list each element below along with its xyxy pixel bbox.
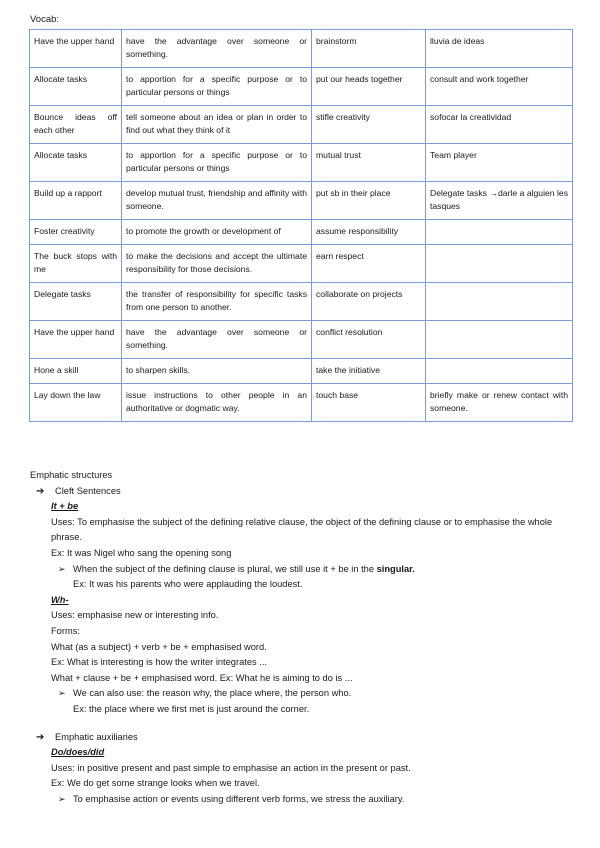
wh-bullet [30, 686, 575, 702]
vocab-translation-cell: consult and work together [426, 68, 573, 106]
aux-uses: Uses: in positive present and past simple to emphasise an action in the present or past. [51, 762, 411, 773]
vocab-term-cell: Delegate tasks [30, 283, 122, 321]
table-row [30, 283, 573, 321]
vocab-definition-cell: tell someone about an idea or plan in order to find out what they think of it [122, 106, 312, 144]
vocab-term-cell: Allocate tasks [30, 68, 122, 106]
aux-bullet-text: To emphasise action or events using different verb forms, we stress the auxiliary. [73, 793, 405, 804]
dodoes-heading: Do/does/did [51, 747, 105, 758]
vocab-term-cell: Have the upper hand [30, 30, 122, 68]
arrow-bullet-icon: ➔ [36, 485, 45, 497]
aux-bullet [30, 792, 575, 808]
cleft-heading: Cleft Sentences [55, 485, 121, 496]
vocab-definition-cell: develop mutual trust, friendship and affinity with someone. [122, 182, 312, 220]
vocab-definition-cell: the transfer of responsibility for specific tasks from one person to another. [122, 283, 312, 321]
vocab-term-cell: touch base [312, 384, 426, 422]
table-row [30, 245, 573, 283]
itbe-uses: Uses: To emphasise the subject of the defining relative clause, the object of the defining clause or to emphasise the whole phrase. [51, 516, 553, 543]
vocab-translation-cell: sofocar la creatividad [426, 106, 573, 144]
vocab-translation-cell: Team player [426, 144, 573, 182]
vocab-term-cell: Foster creativity [30, 220, 122, 245]
vocab-term-cell: assume responsibility [312, 220, 426, 245]
vocab-definition-cell: to make the decisions and accept the ultimate responsibility for those decisions. [122, 245, 312, 283]
itbe-bullet-text: When the subject of the defining clause is plural, we still use it + be in the [73, 563, 377, 574]
dodoes-heading-row [30, 745, 575, 761]
vocab-term-cell: put sb in their place [312, 182, 426, 220]
cleft-sentences-item [30, 484, 575, 500]
aux-heading: Emphatic auxiliaries [55, 731, 138, 742]
table-row [30, 144, 573, 182]
wh-form-1: What (as a subject) + verb + be + emphasised word. [51, 641, 267, 652]
table-row [30, 106, 573, 144]
itbe-heading-row [30, 499, 575, 515]
vocab-term-cell: Allocate tasks [30, 144, 122, 182]
table-row [30, 220, 573, 245]
wh-bullet-text: We can also use: the reason why, the place where, the person who. [73, 688, 352, 699]
vocab-translation-cell: briefly make or renew contact with someone. [426, 384, 573, 422]
vocab-definition-cell: have the advantage over someone or something. [122, 30, 312, 68]
triangle-bullet-icon: ➢ [58, 793, 66, 804]
wh-heading-row [30, 593, 575, 609]
triangle-bullet-icon: ➢ [58, 563, 66, 574]
vocab-definition-cell: to promote the growth or development of [122, 220, 312, 245]
vocab-title: Vocab: [30, 14, 60, 25]
arrow-bullet-icon: ➔ [36, 731, 45, 743]
vocab-translation-cell [426, 321, 573, 359]
vocab-translation-cell [426, 359, 573, 384]
itbe-example: Ex: It was Nigel who sang the opening song [51, 547, 232, 558]
wh-uses: Uses: emphasise new or interesting info. [51, 610, 219, 621]
vocab-translation-cell [426, 245, 573, 283]
emphatic-structures-section [30, 468, 575, 807]
vocab-table [29, 29, 573, 422]
vocab-term-cell: Lay down the law [30, 384, 122, 422]
wh-forms: Forms: [51, 625, 80, 636]
vocab-definition-cell: issue instructions to other people in an authoritative or dogmatic way. [122, 384, 312, 422]
vocab-definition-cell: to sharpen skills. [122, 359, 312, 384]
vocab-term-cell: stifle creativity [312, 106, 426, 144]
vocab-definition-cell: to apportion for a specific purpose or to particular persons or things [122, 144, 312, 182]
vocab-term-cell: collaborate on projects [312, 283, 426, 321]
vocab-term-cell: take the initiative [312, 359, 426, 384]
vocab-term-cell: conflict resolution [312, 321, 426, 359]
table-row [30, 30, 573, 68]
table-row [30, 182, 573, 220]
vocab-term-cell: Build up a rapport [30, 182, 122, 220]
emphatic-aux-item [30, 730, 575, 746]
vocab-term-cell: Have the upper hand [30, 321, 122, 359]
wh-bullet-example: Ex: the place where we first met is just around the corner. [73, 703, 310, 714]
wh-form-2: What + clause + be + emphasised word. Ex: What he is aiming to do is ... [51, 672, 353, 683]
wh-example-1: Ex: What is interesting is how the writer integrates ... [51, 657, 267, 668]
wh-heading: Wh- [51, 594, 69, 605]
vocab-term-cell: brainstorm [312, 30, 426, 68]
vocab-term-cell: The buck stops with me [30, 245, 122, 283]
itbe-heading: It + be [51, 501, 79, 512]
vocab-definition-cell: have the advantage over someone or something. [122, 321, 312, 359]
vocab-translation-cell [426, 220, 573, 245]
itbe-bullet-example: Ex: It was his parents who were applauding the loudest. [73, 579, 303, 590]
table-row [30, 384, 573, 422]
vocab-definition-cell: to apportion for a specific purpose or to particular persons or things [122, 68, 312, 106]
vocab-translation-cell [426, 283, 573, 321]
table-row [30, 321, 573, 359]
triangle-bullet-icon: ➢ [58, 688, 66, 699]
vocab-term-cell: earn respect [312, 245, 426, 283]
aux-example: Ex: We do get some strange looks when we travel. [51, 778, 260, 789]
vocab-term-cell: put our heads together [312, 68, 426, 106]
vocab-term-cell: Hone a skill [30, 359, 122, 384]
table-row [30, 359, 573, 384]
itbe-bullet [30, 562, 575, 578]
vocab-translation-cell: Delegate tasks →darle a alguien les tasques [426, 182, 573, 220]
itbe-bullet-bold: singular. [376, 563, 415, 574]
section-heading: Emphatic structures [30, 470, 113, 480]
vocab-term-cell: mutual trust [312, 144, 426, 182]
table-row [30, 68, 573, 106]
vocab-translation-cell: lluvia de ideas [426, 30, 573, 68]
vocab-term-cell: Bounce ideas off each other [30, 106, 122, 144]
